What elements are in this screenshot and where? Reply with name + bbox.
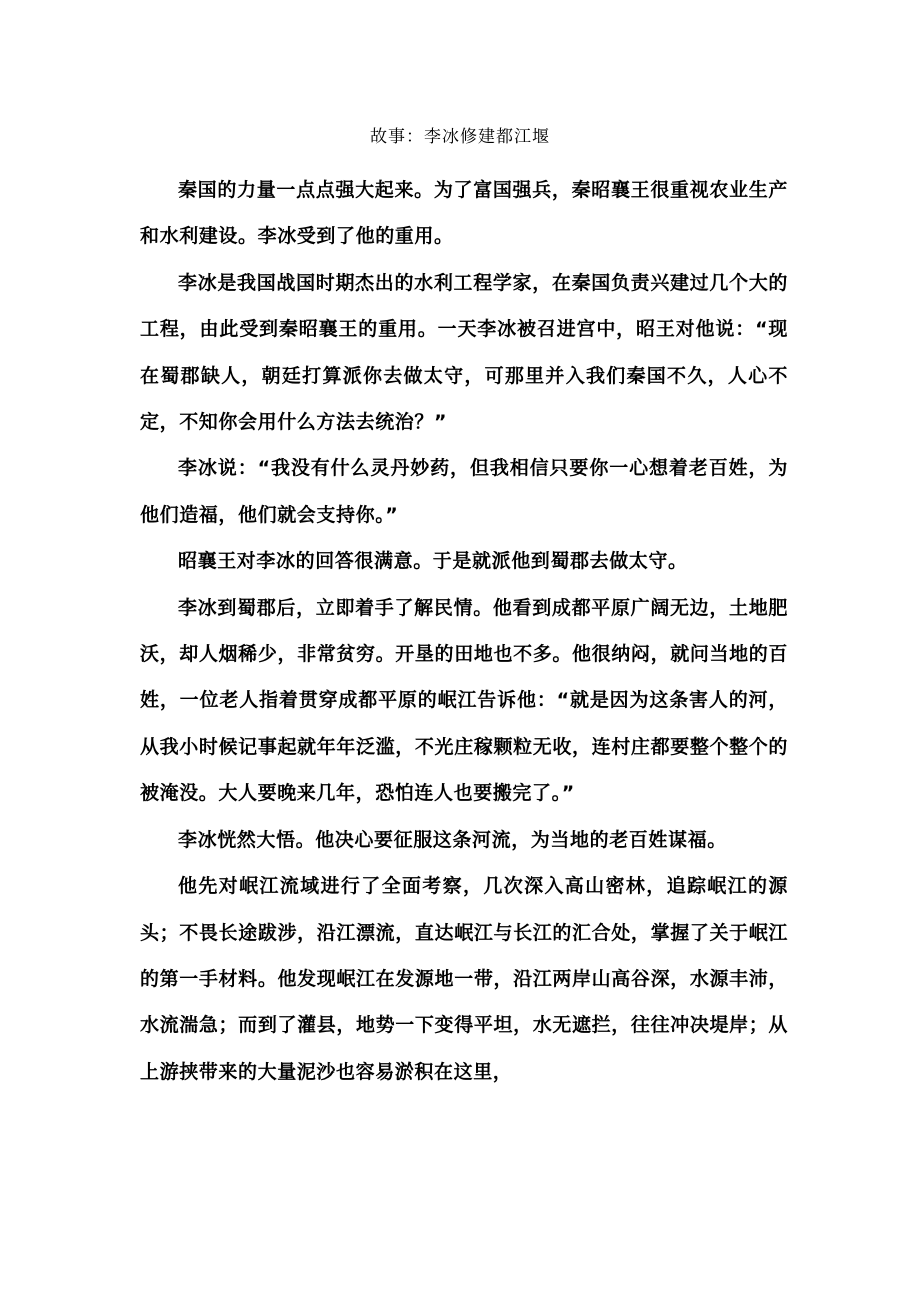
paragraph: 李冰说：“我没有什么灵丹妙药，但我相信只要你一心想着老百姓，为他们造福，他们就会支持你。”: [140, 457, 788, 526]
document-body: [140, 167, 788, 1095]
paragraph: 李冰到蜀郡后，立即着手了解民情。他看到成都平原广阔无边，土地肥沃，却人烟稀少，非常贫穷。开垦的田地也不多。他很纳闷，就问当地的百姓，一位老人指着贯穿成都平原的岷江告诉他：“就是因为这条害人的河，从我小时候记事起就年年泛滥，不光庄稼颗粒无收，连村庄都要整个整个的被淹没。大人要晚来几年，恐怕连人也要搬完了。”: [140, 596, 788, 805]
document-title: 故事：李冰修建都江堰: [370, 127, 550, 147]
paragraph: 他先对岷江流域进行了全面考察，几次深入高山密林，追踪岷江的源头；不畏长途跋涉，沿江漂流，直达岷江与长江的汇合处，掌握了关于岷江的第一手材料。他发现岷江在发源地一带，沿江两岸山高谷深，水源丰沛，水流湍急；而到了灌县，地势一下变得平坦，水无遮拦，往往冲决堤岸；从上游挟带来的大量泥沙也容易淤积在这里，: [140, 875, 788, 1083]
paragraph: 昭襄王对李冰的回答很满意。于是就派他到蜀郡去做太守。: [178, 550, 688, 573]
paragraph: 李冰是我国战国时期杰出的水利工程学家，在秦国负责兴建过几个大的工程，由此受到秦昭襄王的重用。一天李冰被召进宫中，昭王对他说：“现在蜀郡缺人，朝廷打算派你去做太守，可那里并入我们秦国不久，人心不定，不知你会用什么方法去统治？”: [140, 271, 788, 434]
paragraph: 秦国的力量一点点强大起来。为了富国强兵，秦昭襄王很重视农业生产和水利建设。李冰受到了他的重用。: [140, 179, 788, 248]
paragraph: 李冰恍然大悟。他决心要征服这条河流，为当地的老百姓谋福。: [178, 828, 727, 851]
